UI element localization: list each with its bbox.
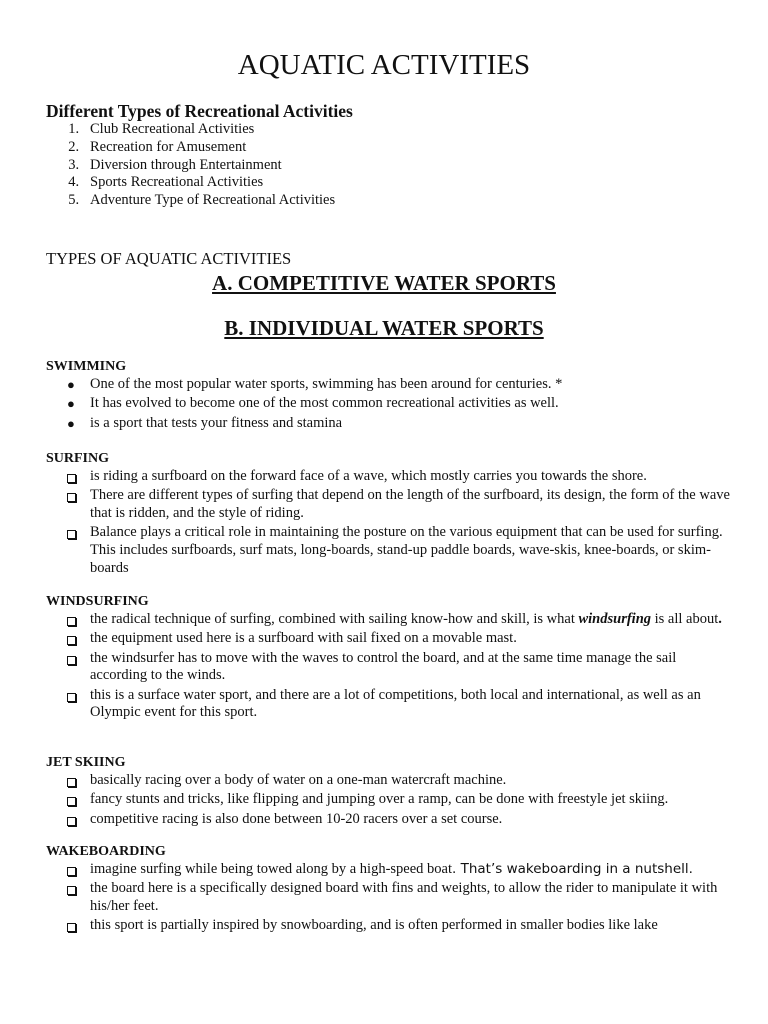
checkbox-square-icon <box>67 811 90 829</box>
list-item: 5. Adventure Type of Recreational Activities <box>68 192 336 209</box>
surfing-heading: SURFING <box>46 451 110 466</box>
bullet-icon: ● <box>67 377 75 392</box>
list-item: ● It has evolved to become one of the most common recreational activities as well. <box>67 395 559 412</box>
checkbox-square-icon <box>67 611 90 629</box>
section-a-title: A. COMPETITIVE WATER SPORTS <box>212 271 556 295</box>
swimming-list <box>67 376 732 434</box>
types-heading: TYPES OF AQUATIC ACTIVITIES <box>46 249 292 268</box>
recreational-list <box>46 121 335 210</box>
list-item: ● One of the most popular water sports, swimming has been around for centuries. * <box>67 376 563 392</box>
list-item: ● is a sport that tests your fitness and stamina <box>67 414 343 431</box>
list-item: this sport is partially inspired by snowboarding, and is often performed in smaller bodies like lake <box>67 917 732 935</box>
list-item: 2. Recreation for Amusement <box>68 138 247 155</box>
list-item: 3. Diversion through Entertainment <box>68 156 282 173</box>
list-item: 4. Sports Recreational Activities <box>68 174 264 191</box>
list-item: basically racing over a body of water on a one-man watercraft machine. <box>67 772 732 790</box>
checkbox-square-icon <box>67 630 90 648</box>
checkbox-square-icon <box>67 791 90 809</box>
checkbox-square-icon <box>67 861 90 879</box>
list-item: is riding a surfboard on the forward face of a wave, which mostly carries you towards the shore. <box>67 468 732 486</box>
wakeboarding-heading: WAKEBOARDING <box>46 844 166 859</box>
windsurfing-list <box>67 611 732 724</box>
list-item: the windsurfer has to move with the waves to control the board, and at the same time manage the sail according to the winds. <box>67 650 732 686</box>
checkbox-square-icon <box>67 487 90 505</box>
page-title: AQUATIC ACTIVITIES <box>237 49 531 81</box>
checkbox-square-icon <box>67 880 90 898</box>
list-item: the equipment used here is a surfboard with sail fixed on a movable mast. <box>67 630 732 648</box>
checkbox-square-icon <box>67 917 90 935</box>
list-item: fancy stunts and tricks, like flipping and jumping over a ramp, can be done with freestyle jet skiing. <box>67 791 732 809</box>
wakeboarding-list <box>67 861 732 937</box>
section-b-title: B. INDIVIDUAL WATER SPORTS <box>224 316 544 340</box>
list-item: the radical technique of surfing, combined with sailing know-how and skill, is what windsurfing is all about. <box>67 611 732 629</box>
list-item: 1. Club Recreational Activities <box>68 121 255 137</box>
recreational-heading: Different Types of Recreational Activities <box>46 101 353 121</box>
list-item: There are different types of surfing that depend on the length of the surfboard, its design, the form of the wave that is ridden, and the style of riding. <box>67 487 732 523</box>
list-item: competitive racing is also done between 10-20 racers over a set course. <box>67 811 732 829</box>
checkbox-square-icon <box>67 468 90 486</box>
list-item: Balance plays a critical role in maintaining the posture on the various equipment that can be used for surfing. This includes surfboards, surf mats, long-boards, stand-up paddle boards, wave-skis, knee-boards, or skim-boards <box>67 524 732 577</box>
bullet-icon: ● <box>67 415 75 431</box>
list-item: this is a surface water sport, and there are a lot of competitions, both local and international, as well as an Olympic event for this sport. <box>67 687 732 723</box>
checkbox-square-icon <box>67 524 90 542</box>
windsurfing-heading: WINDSURFING <box>46 594 149 609</box>
surfing-list <box>67 468 732 579</box>
list-item: imagine surfing while being towed along by a high-speed boat. That’s wakeboarding in a nutshell. <box>67 861 732 879</box>
checkbox-square-icon <box>67 687 90 705</box>
swimming-heading: SWIMMING <box>46 359 127 374</box>
checkbox-square-icon <box>67 650 90 668</box>
list-item: the board here is a specifically designed board with fins and weights, to allow the rider to manipulate it with his/her feet. <box>67 880 732 916</box>
checkbox-square-icon <box>67 772 90 790</box>
jet-skiing-list <box>67 772 732 830</box>
bullet-icon: ● <box>67 396 75 412</box>
jet-skiing-heading: JET SKIING <box>46 755 126 770</box>
